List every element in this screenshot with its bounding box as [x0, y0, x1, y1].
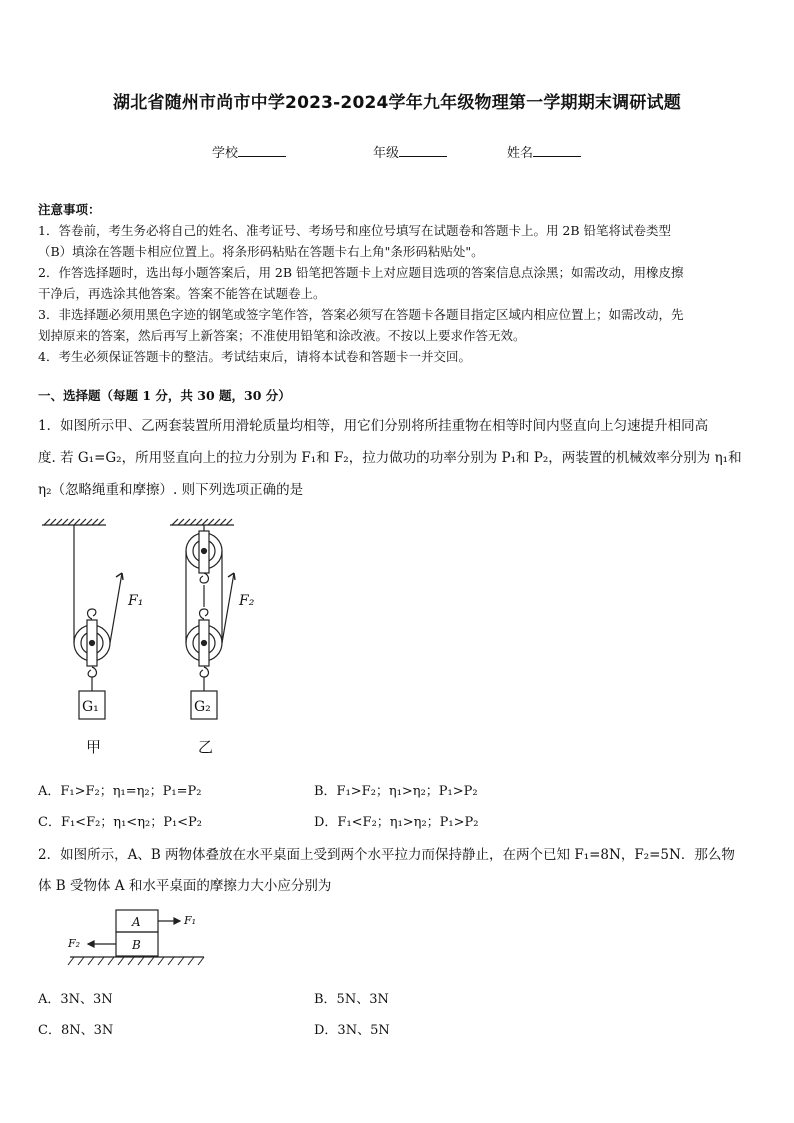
notice-line: 4．考生必须保证答题卡的整洁。考试结束后，请将本试卷和答题卡一并交回。: [38, 349, 471, 364]
q1-text-line: η₂（忽略绳重和摩擦）. 则下列选项正确的是: [38, 482, 304, 498]
name-label: 姓名: [507, 146, 534, 161]
table-hatch: [68, 957, 204, 965]
label-f1: F₁: [128, 593, 144, 609]
notice-line: 1．答卷前，考生务必将自己的姓名、准考证号、考场号和座位号填写在试题卷和答题卡上。用 2B 铅笔将试卷类型: [38, 223, 672, 238]
ceiling-hatch-b: [172, 519, 232, 525]
q1-option-a[interactable]: A．F₁>F₂；η₁=η₂；P₁=P₂: [38, 784, 202, 799]
page-title: 湖北省随州市尚市中学2023-2024学年九年级物理第一学期期末调研试题: [113, 93, 681, 113]
ceiling-hatch-a: [44, 519, 104, 525]
q2-text-line: 2．如图所示，A、B 两物体叠放在水平桌面上受到两个水平拉力而保持静止，在两个已知 F₁=8N，F₂=5N．那么物: [38, 847, 735, 863]
notice-line: 划掉原来的答案，然后再写上新答案；不准使用铅笔和涂改液。不按以上要求作答无效。: [38, 328, 526, 343]
label-f2: F₂: [239, 593, 255, 609]
caption-jia: 甲: [86, 738, 102, 756]
label-q2-f2: F₂: [68, 937, 81, 950]
q2-text-line: 体 B 受物体 A 和水平桌面的摩擦力大小应分别为: [38, 878, 332, 894]
section-heading: 一、选择题（每题 1 分，共 30 题，30 分）: [38, 388, 291, 403]
label-block-a: A: [132, 915, 141, 929]
grade-blank: [399, 144, 447, 157]
hook-a-bottom: [88, 667, 96, 677]
name-blank: [533, 144, 581, 157]
grade-label: 年级: [373, 146, 400, 161]
blocks-figure: [64, 902, 214, 972]
notice-line: 2．作答选择题时，选出每小题答案后，用 2B 铅笔把答题卡上对应题目选项的答案信息点涂黑；如需改动，用橡皮擦: [38, 265, 684, 280]
rope-b-pull: [222, 573, 234, 643]
arrow-f1-head: [174, 918, 180, 924]
notice-line: 干净后，再选涂其他答案。答案不能答在试题卷上。: [38, 286, 326, 301]
hook-b-mid: [200, 573, 208, 583]
notice-heading: 注意事项：: [38, 202, 101, 217]
school-label: 学校: [212, 146, 239, 161]
q2-option-d[interactable]: D．3N、5N: [314, 1023, 390, 1038]
grade-field: [373, 142, 447, 161]
rope-a-right: [110, 573, 122, 643]
school-field: [212, 142, 286, 161]
label-block-b: B: [132, 938, 141, 952]
q1-text-line: 度. 若 G₁=G₂，所用竖直向上的拉力分别为 F₁和 F₂，拉力做功的功率分别为 P₁和 P₂，两装置的机械效率分别为 η₁和: [38, 450, 742, 466]
q2-option-c[interactable]: C．8N、3N: [38, 1023, 114, 1038]
notice-line: 3．非选择题必须用黑色字迹的钢笔或签字笔作答，答案必须写在答题卡各题目指定区域内相应位置上；如需改动，先: [38, 307, 684, 322]
label-q2-f1: F₁: [184, 914, 197, 927]
q1-option-d[interactable]: D．F₁<F₂；η₁>η₂；P₁>P₂: [314, 815, 479, 830]
arrow-f2: [228, 573, 235, 580]
arrow-f2-head: [88, 941, 94, 947]
hook-a-top: [88, 609, 96, 619]
notice-line: （B）填涂在答题卡相应位置上。将条形码粘贴在答题卡右上角"条形码粘贴处"。: [38, 244, 484, 259]
q2-option-a[interactable]: A．3N、3N: [38, 992, 113, 1007]
q1-option-b[interactable]: B．F₁>F₂；η₁>η₂；P₁>P₂: [314, 784, 478, 799]
q1-option-c[interactable]: C．F₁<F₂；η₁<η₂；P₁<P₂: [38, 815, 203, 830]
label-g2: G₂: [194, 699, 211, 715]
pulley-figure: [36, 515, 276, 760]
q1-text-line: 1．如图所示甲、乙两套装置所用滑轮质量均相等，用它们分别将所挂重物在相等时间内竖直向上匀速提升相同高: [38, 418, 709, 434]
label-g1: G₁: [82, 699, 99, 715]
caption-yi: 乙: [198, 738, 214, 756]
arrow-f1: [116, 573, 123, 580]
q2-option-b[interactable]: B．5N、3N: [314, 992, 389, 1007]
name-field: [507, 142, 581, 161]
school-blank: [238, 144, 286, 157]
